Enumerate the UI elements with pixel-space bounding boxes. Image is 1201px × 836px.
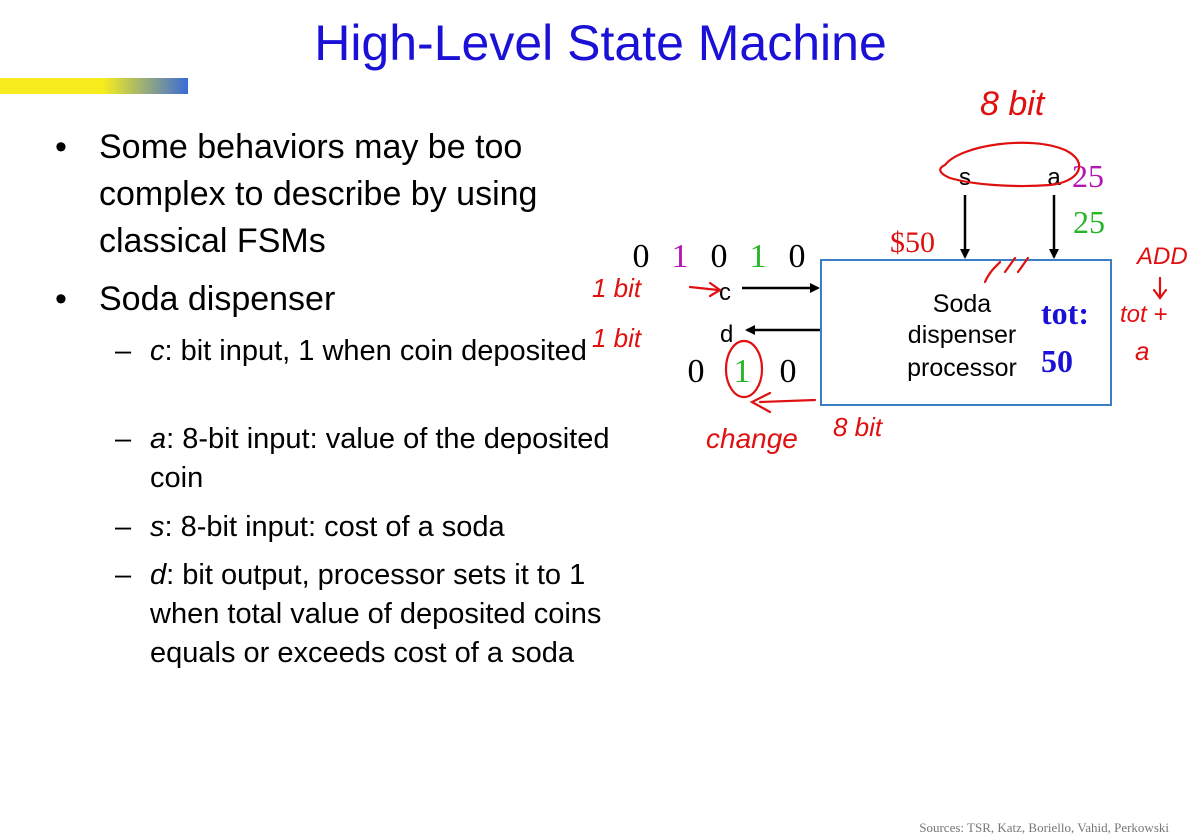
sub-symbol: d: [150, 559, 167, 591]
box-label-line2: dispenser: [907, 321, 1017, 349]
sub-text: : 8-bit input: value of the deposited coin: [150, 423, 610, 494]
annotation-8bit-top: 8 bit: [980, 85, 1045, 123]
port-a-label: a: [1047, 164, 1061, 191]
a-value-bottom: 25: [1073, 204, 1105, 240]
annotation-tot-plus: tot +: [1120, 301, 1168, 328]
d-sequence-digit: 1: [733, 353, 751, 390]
annotation-d-bits: 1 bit: [592, 323, 642, 353]
tot-label: tot:: [1041, 295, 1089, 331]
annotation-change-bits: 8 bit: [833, 412, 883, 442]
d-sequence-digit: 0: [687, 353, 705, 390]
sub-text: : bit output, processor sets it to 1 when total value of deposited coins equals or exceeds cost of a soda: [150, 559, 602, 669]
bullet-dot: •: [55, 280, 67, 318]
add-arrow: [1154, 278, 1166, 298]
sub-text: : bit input, 1 when coin deposited: [164, 335, 587, 367]
port-d-label: d: [720, 321, 734, 348]
c-sequence-digit: 1: [671, 238, 689, 275]
box-label-line3: processor: [907, 354, 1017, 382]
c-input-sequence: [633, 238, 806, 275]
source-credit: Sources: TSR, Katz, Boriello, Vahid, Perkowski: [919, 820, 1169, 835]
annotation-change: change: [706, 423, 798, 454]
box-label-line1: Soda: [932, 290, 992, 318]
c-sequence-digit: 1: [749, 238, 767, 275]
bullet-dot: •: [55, 128, 67, 166]
c-sequence-digit: 0: [632, 238, 650, 275]
port-c-label: c: [719, 279, 731, 306]
c-sequence-digit: 0: [788, 238, 806, 275]
sub-symbol: a: [150, 423, 167, 455]
sub-symbol: s: [150, 511, 165, 543]
annotation-add: ADD: [1137, 243, 1188, 270]
d-output-sequence: [688, 353, 797, 390]
c-sequence-digit: 0: [710, 238, 728, 275]
tot-value: 50: [1041, 343, 1073, 379]
change-arrow: [760, 400, 815, 402]
annotation-a-var: a: [1135, 336, 1150, 366]
a-value-top: 25: [1072, 158, 1104, 194]
c-annotation-arrow: [690, 287, 718, 290]
port-s-label: s: [959, 164, 971, 191]
bullet-text: Some behaviors may be too complex to describe by using classical FSMs: [99, 128, 538, 260]
sub-text: : 8-bit input: cost of a soda: [164, 511, 505, 543]
bullet-text: Soda dispenser: [99, 280, 336, 318]
slide-title: High-Level State Machine: [314, 15, 887, 71]
annotation-s-value: $50: [890, 226, 935, 259]
d-sequence-digit: 0: [779, 353, 797, 390]
sub-symbol: c: [150, 335, 165, 367]
annotation-c-bits: 1 bit: [592, 273, 642, 303]
